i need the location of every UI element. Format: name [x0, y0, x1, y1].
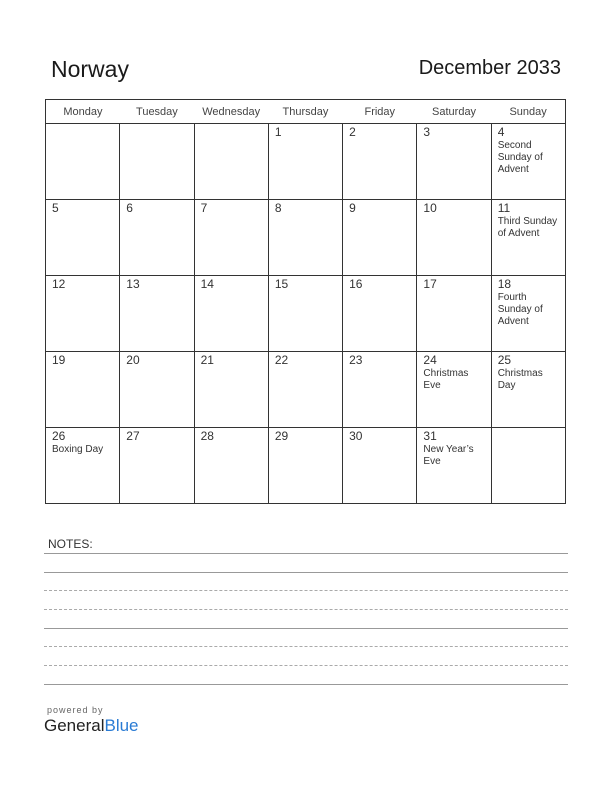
calendar-body — [46, 124, 566, 504]
day-cell — [120, 428, 194, 504]
day-number: 11 — [497, 201, 511, 215]
day-cell — [120, 200, 194, 276]
day-cell — [194, 200, 268, 276]
week-row — [46, 352, 566, 428]
day-cell — [417, 276, 491, 352]
day-cell — [343, 200, 417, 276]
day-number: 22 — [274, 353, 289, 367]
day-number: 1 — [274, 125, 282, 139]
day-cell — [268, 276, 342, 352]
day-number: 7 — [200, 201, 208, 215]
note-line — [44, 590, 568, 591]
day-cell — [120, 276, 194, 352]
weekday-header: Monday — [46, 100, 120, 124]
note-line — [44, 628, 568, 629]
day-number: 25 — [497, 353, 512, 367]
note-line — [44, 572, 568, 573]
week-row — [46, 124, 566, 200]
day-cell — [46, 352, 120, 428]
holiday-label: Third Sunday of Advent — [497, 216, 558, 239]
day-cell — [491, 428, 565, 504]
day-number: 2 — [349, 125, 356, 139]
day-number: 27 — [126, 429, 140, 443]
day-number: 8 — [274, 201, 282, 215]
day-cell — [343, 428, 417, 504]
day-number: 28 — [200, 429, 214, 443]
day-number: 30 — [349, 429, 363, 443]
day-cell — [417, 352, 491, 428]
day-cell — [343, 124, 417, 200]
day-cell — [194, 428, 268, 504]
day-number: 31 — [423, 429, 437, 443]
weekday-header: Saturday — [417, 100, 491, 124]
day-number: 26 — [52, 429, 66, 443]
day-cell — [194, 352, 268, 428]
weekday-header: Tuesday — [120, 100, 194, 124]
day-cell — [46, 276, 120, 352]
holiday-label: Boxing Day — [52, 444, 104, 455]
day-cell — [268, 428, 342, 504]
brand-blue: Blue — [104, 716, 139, 735]
note-line — [44, 609, 568, 610]
holiday-label: New Year’s Eve — [423, 444, 474, 467]
day-number: 4 — [497, 125, 505, 139]
day-cell — [46, 124, 120, 200]
note-line — [44, 665, 568, 666]
day-cell — [417, 200, 491, 276]
day-cell — [268, 124, 342, 200]
day-cell — [417, 428, 491, 504]
day-number: 19 — [52, 353, 66, 367]
weekday-header-row — [46, 100, 566, 124]
day-cell — [46, 200, 120, 276]
weekday-header: Sunday — [491, 100, 565, 124]
day-number: 6 — [126, 201, 133, 215]
month-year-title: December 2033 — [418, 57, 561, 79]
day-number: 29 — [274, 429, 289, 443]
calendar-grid — [45, 99, 566, 504]
week-row — [46, 276, 566, 352]
day-cell — [120, 124, 194, 200]
day-number: 3 — [423, 125, 431, 139]
day-number: 13 — [126, 277, 140, 291]
day-number: 18 — [497, 277, 512, 291]
day-number: 9 — [349, 201, 356, 215]
day-number: 10 — [423, 201, 437, 215]
day-number: 5 — [52, 201, 59, 215]
holiday-label: Second Sunday of Advent — [497, 140, 543, 175]
day-cell — [194, 124, 268, 200]
note-line — [44, 553, 568, 554]
weekday-header: Thursday — [268, 100, 342, 124]
country-title: Norway — [51, 56, 129, 82]
holiday-label: Christmas Eve — [423, 368, 469, 391]
week-row — [46, 428, 566, 504]
day-cell — [417, 124, 491, 200]
note-line — [44, 646, 568, 647]
day-number: 15 — [274, 277, 289, 291]
notes-label: NOTES: — [48, 537, 93, 551]
day-cell — [491, 352, 565, 428]
day-cell — [194, 276, 268, 352]
day-number: 21 — [200, 353, 214, 367]
weekday-header: Wednesday — [194, 100, 268, 124]
week-row — [46, 200, 566, 276]
day-cell — [343, 276, 417, 352]
day-number: 12 — [52, 277, 66, 291]
day-number: 17 — [423, 277, 437, 291]
day-cell — [46, 428, 120, 504]
day-number: 16 — [349, 277, 363, 291]
day-cell — [491, 200, 565, 276]
day-cell — [343, 352, 417, 428]
brand-logo — [44, 716, 139, 736]
weekday-header: Friday — [343, 100, 417, 124]
day-cell — [491, 124, 565, 200]
holiday-label: Christmas Day — [497, 368, 543, 391]
brand-general: General — [44, 716, 105, 735]
holiday-label: Fourth Sunday of Advent — [497, 292, 543, 327]
day-number: 23 — [349, 353, 363, 367]
day-cell — [491, 276, 565, 352]
day-cell — [268, 352, 342, 428]
day-cell — [120, 352, 194, 428]
day-number: 14 — [200, 277, 214, 291]
note-line — [44, 684, 568, 685]
day-cell — [268, 200, 342, 276]
day-number: 20 — [126, 353, 140, 367]
day-number: 24 — [423, 353, 437, 367]
powered-by-text: powered by — [47, 705, 104, 715]
